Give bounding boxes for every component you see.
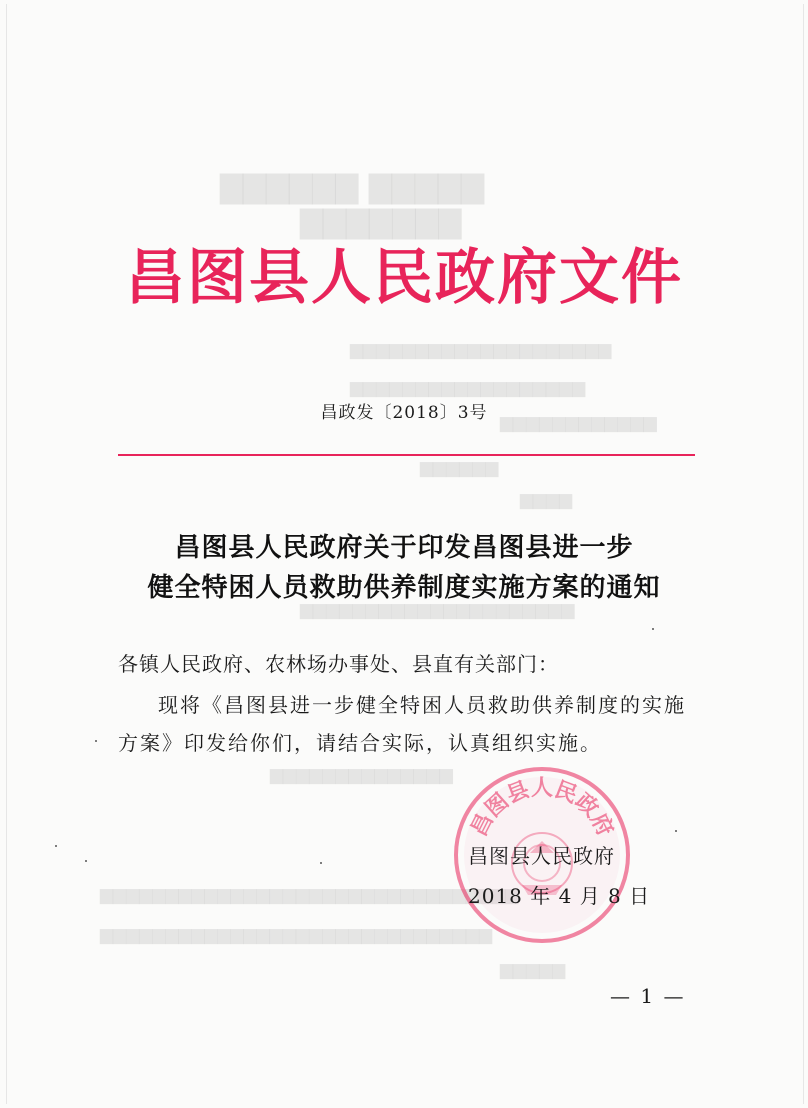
signature-organization: 昌图县人民政府 <box>468 844 615 868</box>
show-through-text: ▆▆▆▆ <box>520 490 573 510</box>
show-through-text: ▆▆▆▆▆▆▆▆▆▆▆▆▆▆▆▆▆▆▆▆ <box>350 340 612 360</box>
scan-speck <box>95 740 97 742</box>
show-through-text: ▇▇▇▇▇ ▇▇▇▇▇▇ <box>220 170 485 205</box>
document-header-title: 昌图县人民政府文件 <box>125 243 683 313</box>
notice-title-line-1: 昌图县人民政府关于印发昌图县进一步 <box>174 533 634 563</box>
notice-title-line-2: 健全特困人员救助供养制度实施方案的通知 <box>147 573 661 603</box>
show-through-text: ▆▆▆▆▆▆▆▆▆▆▆▆▆▆▆▆▆▆ <box>350 378 586 398</box>
scan-speck <box>652 628 654 630</box>
show-through-text: ▇▇▇▇▇▇▇ <box>300 205 462 240</box>
show-through-text: ▆▆▆▆▆▆▆▆▆▆▆▆▆▆▆▆▆▆▆▆▆▆▆▆▆▆▆▆▆▆▆▆ <box>100 885 519 905</box>
show-through-text: ▆▆▆▆▆▆▆▆▆▆▆▆▆▆▆▆▆▆▆▆▆ <box>300 600 575 620</box>
body-paragraph: 现将《昌图县进一步健全特困人员救助供养制度的实施方案》印发给你们，请结合实际，认真组织实施。 <box>118 693 686 755</box>
show-through-text: ▆▆▆▆▆▆▆▆▆▆▆▆ <box>500 413 657 433</box>
signature-date: 2018 年 4 月 8 日 <box>468 884 651 908</box>
scan-speck <box>675 830 677 832</box>
show-through-text: ▆▆▆▆▆▆ <box>420 458 499 478</box>
recipients-line: 各镇人民政府、农林场办事处、县直有关部门： <box>118 652 559 676</box>
scan-speck <box>55 845 57 847</box>
header-divider-rule <box>118 454 695 456</box>
document-number: 昌政发〔2018〕3号 <box>320 403 488 423</box>
scan-speck <box>320 862 322 864</box>
show-through-text: ▆▆▆▆▆▆▆▆▆▆▆▆▆▆ <box>270 765 454 785</box>
show-through-text: ▆▆▆▆▆▆▆▆▆▆▆▆▆▆▆▆▆▆▆▆▆▆▆▆▆▆▆▆▆▆ <box>100 925 493 945</box>
page-number: — 1 — <box>610 984 686 1008</box>
seal-text: 昌图县人民政府 <box>466 776 618 841</box>
show-through-text: ▆▆▆▆▆ <box>500 960 566 980</box>
scan-speck <box>85 860 87 862</box>
